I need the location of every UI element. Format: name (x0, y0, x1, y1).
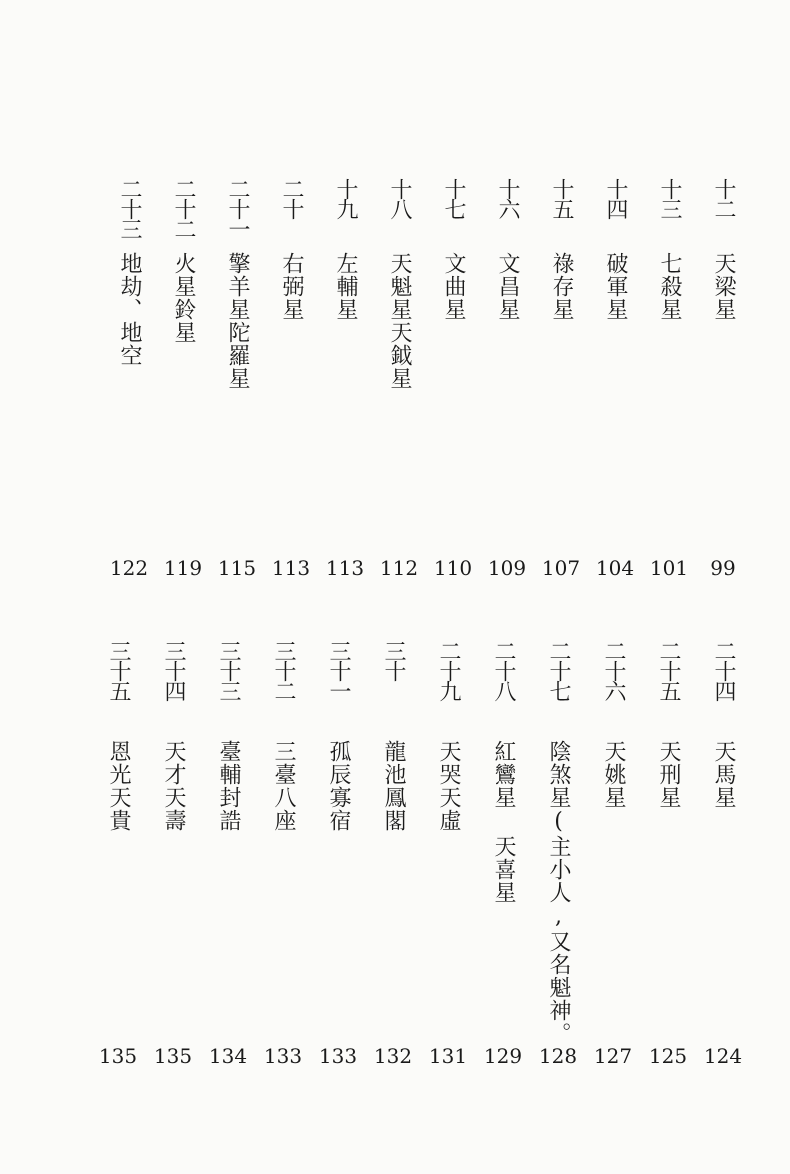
page-number: 127 (593, 1044, 633, 1068)
chapter-number: 十三 (657, 178, 682, 218)
chapter-number: 二十一 (225, 178, 250, 238)
page-number: 122 (109, 556, 149, 580)
chapter-title: 火星鈴星 (171, 252, 196, 344)
chapter-title: 孤辰寡宿 (326, 740, 351, 832)
chapter-number: 二十五 (656, 640, 681, 700)
chapter-title: 文昌星 (495, 252, 520, 321)
chapter-title: 天才天壽 (161, 740, 186, 832)
chapter-title: 天哭天虛 (436, 740, 461, 832)
chapter-number: 十八 (387, 178, 412, 218)
chapter-title: 天姚星 (601, 740, 626, 809)
page-number: 125 (648, 1044, 688, 1068)
chapter-number: 二十四 (711, 640, 736, 700)
chapter-title: 天梁星 (711, 252, 736, 321)
page-number: 134 (208, 1044, 248, 1068)
chapter-number: 二十二 (171, 178, 196, 238)
chapter-number: 十五 (549, 178, 574, 218)
chapter-title: 天魁星天鉞星 (387, 252, 412, 390)
chapter-number: 三十五 (106, 640, 131, 700)
chapter-number: 十九 (333, 178, 358, 218)
chapter-title: 祿存星 (549, 252, 574, 321)
chapter-title: 左輔星 (333, 252, 358, 321)
page-number: 131 (428, 1044, 468, 1068)
chapter-number: 二十七 (546, 640, 571, 700)
page-number: 112 (379, 556, 419, 580)
chapter-number: 三十一 (326, 640, 351, 700)
chapter-title: 右弼星 (279, 252, 304, 321)
page-number: 135 (98, 1044, 138, 1068)
chapter-number: 十七 (441, 178, 466, 218)
chapter-title: 天馬星 (711, 740, 736, 809)
page-number: 104 (595, 556, 635, 580)
chapter-title: 紅鸞星 天喜星 (491, 740, 516, 904)
chapter-title: 文曲星 (441, 252, 466, 321)
chapter-title: 臺輔封誥 (216, 740, 241, 832)
page-number: 132 (373, 1044, 413, 1068)
chapter-number: 二十三 (117, 178, 142, 238)
chapter-title: 三臺八座 (271, 740, 296, 832)
chapter-number: 二十八 (491, 640, 516, 700)
chapter-number: 三十二 (271, 640, 296, 700)
chapter-title: 擎羊星陀羅星 (225, 252, 250, 390)
page-number: 133 (318, 1044, 358, 1068)
page-number: 107 (541, 556, 581, 580)
page-number: 119 (163, 556, 203, 580)
chapter-number: 十四 (603, 178, 628, 218)
page-number: 135 (153, 1044, 193, 1068)
chapter-number: 三十三 (216, 640, 241, 700)
chapter-number: 三十 (381, 640, 406, 680)
page-number: 129 (483, 1044, 523, 1068)
chapter-number: 二十六 (601, 640, 626, 700)
chapter-title: 天刑星 (656, 740, 681, 809)
chapter-title: 陰煞星(主小人,又名魁神。 (546, 740, 571, 1045)
chapter-title: 龍池鳳閣 (381, 740, 406, 832)
page-number: 124 (703, 1044, 743, 1068)
page-number: 101 (649, 556, 689, 580)
page-number: 133 (263, 1044, 303, 1068)
page-number: 110 (433, 556, 473, 580)
chapter-number: 十二 (711, 178, 736, 218)
page-number: 113 (271, 556, 311, 580)
page-number: 113 (325, 556, 365, 580)
chapter-title: 恩光天貴 (106, 740, 131, 832)
chapter-number: 十六 (495, 178, 520, 218)
chapter-title: 地劫、地空 (117, 252, 142, 367)
chapter-title: 破軍星 (603, 252, 628, 321)
chapter-number: 二十九 (436, 640, 461, 700)
page-number: 109 (487, 556, 527, 580)
page-number: 115 (217, 556, 257, 580)
page-number: 128 (538, 1044, 578, 1068)
chapter-number: 三十四 (161, 640, 186, 700)
chapter-title: 七殺星 (657, 252, 682, 321)
page-number: 99 (710, 556, 736, 580)
chapter-number: 二十 (279, 178, 304, 218)
